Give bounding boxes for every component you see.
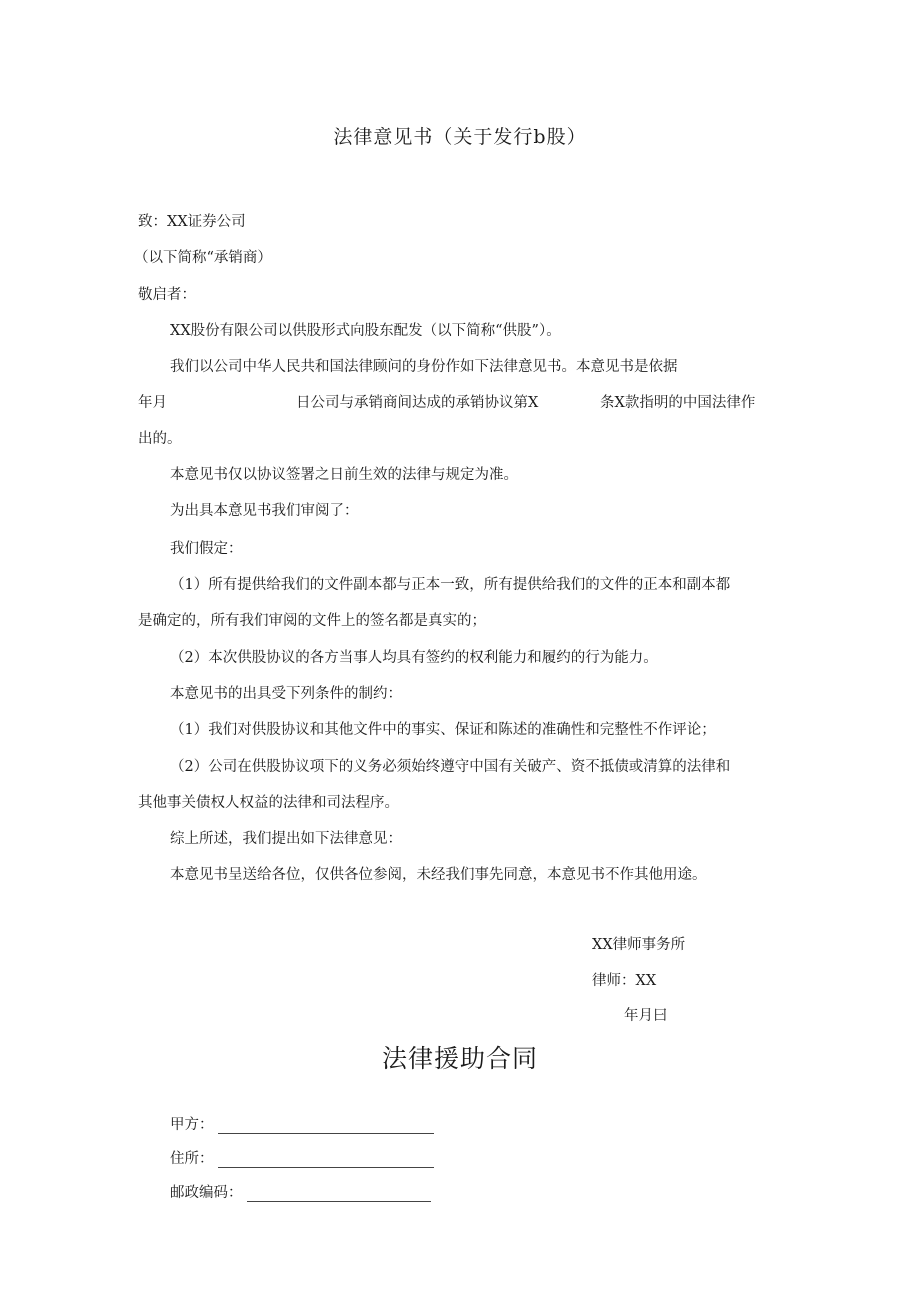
condition-2-line-1: （2）公司在供股协议项下的义务必须始终遵守中国有关破产、资不抵债或清算的法律和 bbox=[170, 759, 731, 775]
paragraph-closing: 本意见书呈送给各位，仅供各位参阅，未经我们事先同意，本意见书不作其他用途。 bbox=[170, 867, 707, 883]
assumption-1-line-1: （1）所有提供给我们的文件副本都与正本一致，所有提供给我们的文件的正本和副本都 bbox=[170, 577, 731, 593]
field-address bbox=[170, 1147, 434, 1168]
field-label: 住所： bbox=[170, 1151, 214, 1167]
signature-date: 年月曰 bbox=[624, 1008, 668, 1024]
field-party-a bbox=[170, 1113, 434, 1134]
salutation: 敬启者： bbox=[138, 287, 196, 303]
field-blank-line bbox=[218, 1119, 434, 1134]
field-blank-line bbox=[218, 1153, 434, 1168]
field-blank-line bbox=[247, 1187, 431, 1202]
condition-1: （1）我们对供股协议和其他文件中的事实、保证和陈述的准确性和完整性不作评论； bbox=[170, 722, 716, 738]
addressee: 致：XX证券公司 bbox=[138, 214, 246, 230]
field-label: 邮政编码： bbox=[170, 1185, 243, 1201]
contract-title: 法律援助合同 bbox=[381, 1044, 538, 1073]
paragraph-1: XX股份有限公司以供股形式向股东配发（以下简称“供股”）。 bbox=[170, 323, 561, 339]
paragraph-2-line-3: 出的。 bbox=[138, 431, 182, 447]
condition-2-line-2: 其他事关债权人权益的法律和司法程序。 bbox=[138, 795, 399, 811]
abbreviation-note: （以下简称“承销商） bbox=[134, 250, 272, 266]
signature-lawyer: 律师：XX bbox=[592, 973, 657, 989]
field-postal-code bbox=[170, 1181, 431, 1202]
paragraph-conditions: 本意见书的出具受下列条件的制约： bbox=[170, 686, 402, 702]
paragraph-2-line-2a: 年月 bbox=[138, 395, 167, 411]
assumption-2: （2）本次供股协议的各方当事人均具有签约的权利能力和履约的行为能力。 bbox=[170, 650, 658, 666]
assumption-1-line-2: 是确定的，所有我们审阅的文件上的签名都是真实的； bbox=[138, 613, 486, 629]
paragraph-4: 为出具本意见书我们审阅了： bbox=[170, 503, 359, 519]
paragraph-summary: 综上所述，我们提出如下法律意见： bbox=[170, 831, 402, 847]
field-label: 甲方： bbox=[170, 1117, 214, 1133]
paragraph-2-line-2c: 条X款指明的中国法律作 bbox=[600, 395, 756, 411]
document-title: 法律意见书（关于发行b股） bbox=[333, 126, 587, 148]
paragraph-3: 本意见书仅以协议签署之日前生效的法律与规定为准。 bbox=[170, 467, 518, 483]
paragraph-2-line-1: 我们以公司中华人民共和国法律顾问的身份作如下法律意见书。本意见书是依据 bbox=[170, 359, 678, 375]
paragraph-5: 我们假定： bbox=[170, 541, 243, 557]
signature-firm: XX律师事务所 bbox=[592, 937, 686, 953]
paragraph-2-line-2b: 日公司与承销商间达成的承销协议第X bbox=[296, 395, 539, 411]
